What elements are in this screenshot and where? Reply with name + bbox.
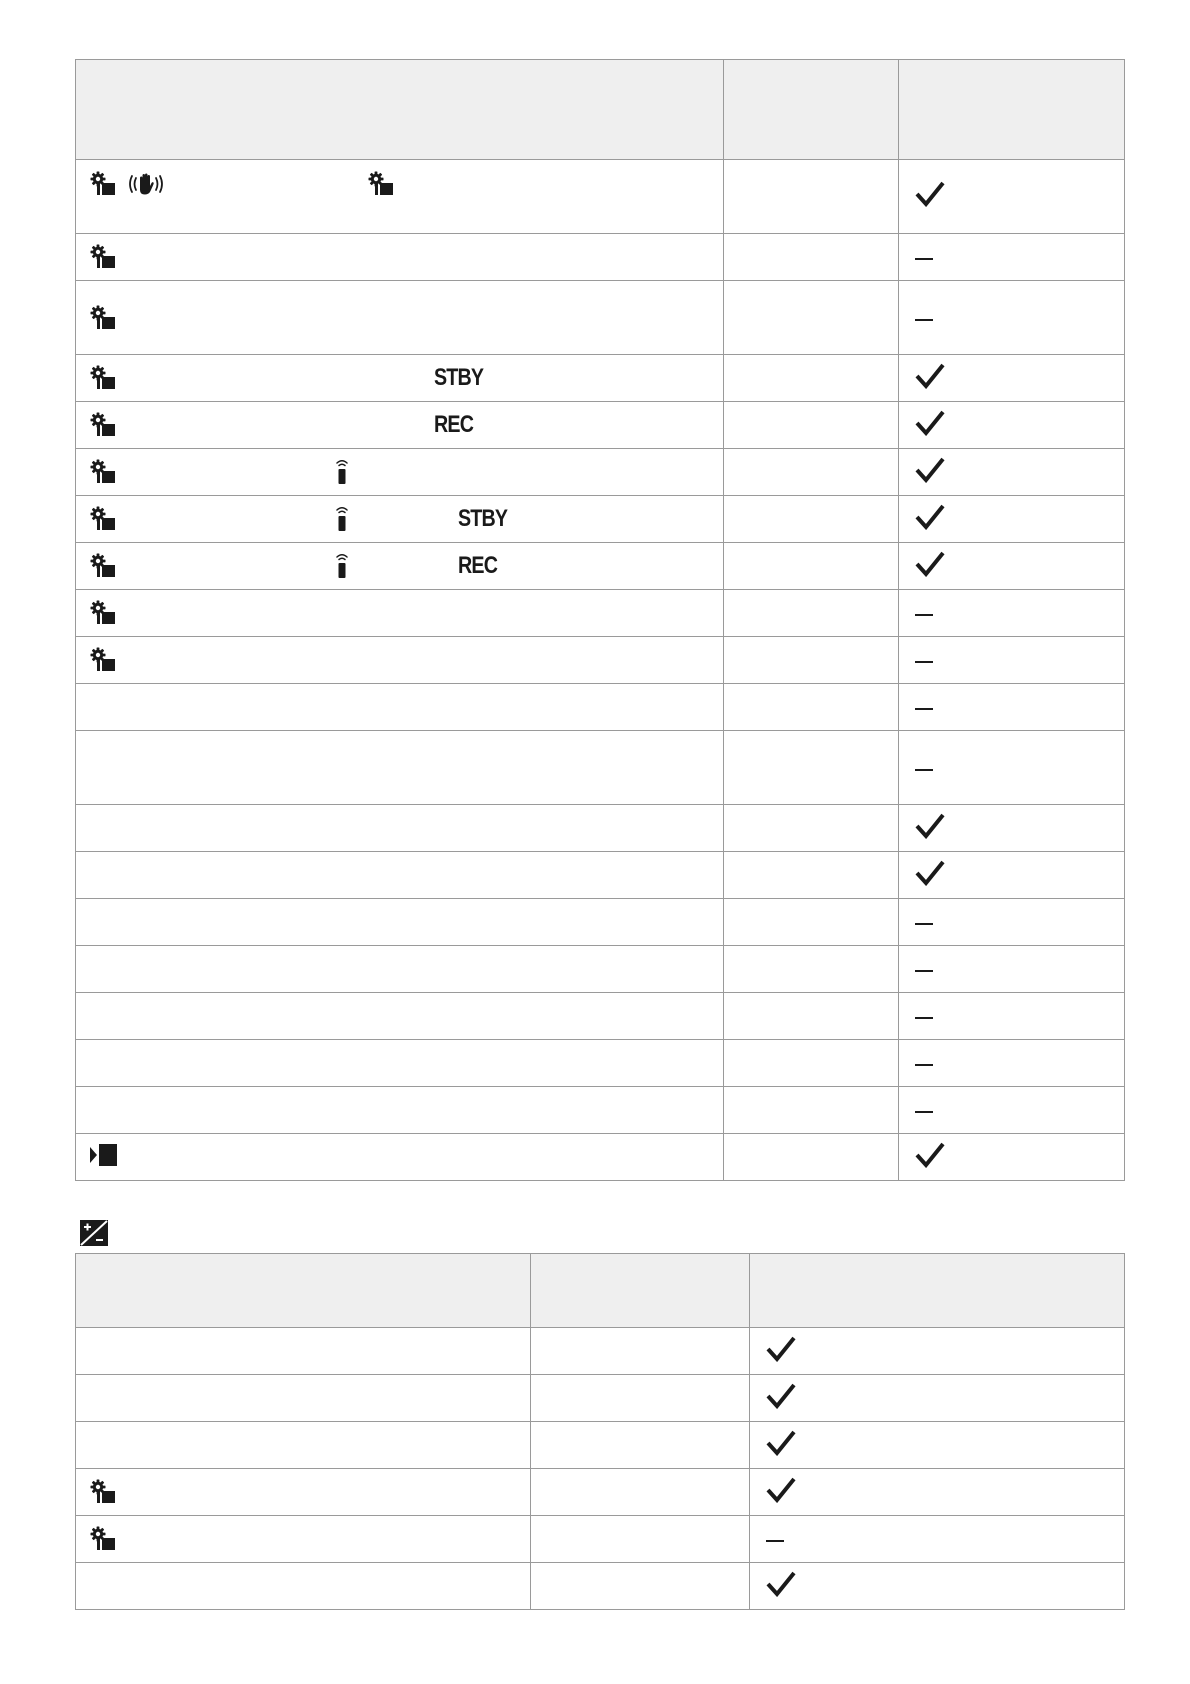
check-icon <box>915 860 945 886</box>
unsupported-cell <box>899 731 1125 805</box>
item-cell <box>76 543 724 590</box>
supported-cell <box>899 805 1125 852</box>
remote-icon <box>335 459 349 485</box>
remote-icon <box>335 506 349 532</box>
value-cell <box>724 637 899 684</box>
table-row <box>76 852 1125 899</box>
rec-badge: REC <box>434 411 474 438</box>
value-cell <box>724 1040 899 1087</box>
camera-gear-icon <box>90 506 116 532</box>
camera-gear-icon <box>90 647 116 673</box>
table-row <box>76 543 1125 590</box>
camera-gear-icon <box>90 600 116 626</box>
table-row <box>76 1087 1125 1134</box>
table-row <box>76 993 1125 1040</box>
value-cell <box>531 1516 750 1563</box>
supported-cell <box>899 496 1125 543</box>
table-row <box>76 1040 1125 1087</box>
table-row <box>76 234 1125 281</box>
table-row <box>76 160 1125 234</box>
table-row <box>76 402 1125 449</box>
camera-gear-icon <box>90 1479 116 1505</box>
table-row <box>76 899 1125 946</box>
item-cell <box>76 234 724 281</box>
item-cell <box>76 1087 724 1134</box>
header-cell-col2 <box>531 1254 750 1328</box>
value-cell <box>724 684 899 731</box>
unsupported-cell <box>899 1040 1125 1087</box>
steadyshot-icon <box>126 172 166 196</box>
dash-icon <box>766 1539 784 1543</box>
item-cell <box>76 355 724 402</box>
table-row <box>76 1516 1125 1563</box>
table-row <box>76 355 1125 402</box>
supported-cell <box>899 355 1125 402</box>
value-cell <box>724 731 899 805</box>
remote-icon <box>335 553 349 579</box>
item-cell <box>76 402 724 449</box>
unsupported-cell <box>899 1087 1125 1134</box>
table-row <box>76 590 1125 637</box>
item-cell <box>76 637 724 684</box>
value-cell <box>724 402 899 449</box>
dash-icon <box>915 257 933 261</box>
value-cell <box>531 1563 750 1610</box>
header-cell-col3 <box>899 60 1125 160</box>
item-cell <box>76 1040 724 1087</box>
check-icon <box>915 181 945 207</box>
item-cell <box>76 1516 531 1563</box>
dash-icon <box>915 1016 933 1020</box>
value-cell <box>724 899 899 946</box>
dash-icon <box>915 768 933 772</box>
unsupported-cell <box>899 590 1125 637</box>
value-cell <box>724 1087 899 1134</box>
check-icon <box>915 813 945 839</box>
item-cell <box>76 852 724 899</box>
unsupported-cell <box>899 899 1125 946</box>
value-cell <box>724 543 899 590</box>
value-cell <box>531 1375 750 1422</box>
value-cell <box>724 805 899 852</box>
table-row <box>76 1134 1125 1181</box>
table-row <box>76 1422 1125 1469</box>
supported-cell <box>899 1134 1125 1181</box>
header-cell-col2 <box>724 60 899 160</box>
camera-gear-icon <box>90 1526 116 1552</box>
unsupported-cell <box>899 234 1125 281</box>
item-cell <box>76 1375 531 1422</box>
item-cell <box>76 993 724 1040</box>
check-icon <box>915 551 945 577</box>
exposure-comp-icon <box>80 1220 108 1246</box>
supported-cell <box>750 1563 1125 1610</box>
dash-icon <box>915 318 933 322</box>
value-cell <box>724 234 899 281</box>
dash-icon <box>915 922 933 926</box>
supported-cell <box>750 1469 1125 1516</box>
unsupported-cell <box>899 993 1125 1040</box>
camera-gear-icon <box>90 244 116 270</box>
value-cell <box>724 496 899 543</box>
camera-gear-icon <box>90 412 116 438</box>
supported-cell <box>750 1328 1125 1375</box>
dash-icon <box>915 660 933 664</box>
camera-gear-icon <box>90 459 116 485</box>
table-row <box>76 684 1125 731</box>
table-row <box>76 1469 1125 1516</box>
playback-icon <box>90 1144 118 1170</box>
check-icon <box>915 1142 945 1168</box>
supported-cell <box>899 449 1125 496</box>
item-cell <box>76 1563 531 1610</box>
camera-gear-icon <box>368 171 394 197</box>
check-icon <box>915 457 945 483</box>
check-icon <box>766 1383 796 1409</box>
table-row <box>76 1563 1125 1610</box>
item-cell <box>76 731 724 805</box>
table-row <box>76 281 1125 355</box>
value-cell <box>724 160 899 234</box>
check-icon <box>915 504 945 530</box>
unsupported-cell <box>899 684 1125 731</box>
table-header-row <box>76 1254 1125 1328</box>
dash-icon <box>915 969 933 973</box>
camera-gear-icon <box>90 171 116 197</box>
item-cell <box>76 1469 531 1516</box>
unsupported-cell <box>750 1516 1125 1563</box>
supported-cell <box>899 852 1125 899</box>
supported-cell <box>899 543 1125 590</box>
table-header-row <box>76 60 1125 160</box>
supported-cell <box>750 1422 1125 1469</box>
table-row <box>76 946 1125 993</box>
item-cell <box>76 946 724 993</box>
camera-gear-icon <box>90 365 116 391</box>
value-cell <box>531 1328 750 1375</box>
check-icon <box>915 363 945 389</box>
value-cell <box>531 1469 750 1516</box>
dash-icon <box>915 1110 933 1114</box>
supported-cell <box>899 402 1125 449</box>
supported-cell <box>899 160 1125 234</box>
item-cell <box>76 684 724 731</box>
value-cell <box>724 449 899 496</box>
table-row <box>76 637 1125 684</box>
value-cell <box>724 852 899 899</box>
supported-cell <box>750 1375 1125 1422</box>
settings-table-2 <box>75 1253 1125 1610</box>
unsupported-cell <box>899 637 1125 684</box>
check-icon <box>766 1571 796 1597</box>
value-cell <box>724 1134 899 1181</box>
check-icon <box>915 410 945 436</box>
item-cell <box>76 590 724 637</box>
item-cell <box>76 496 724 543</box>
camera-gear-icon <box>90 305 116 331</box>
value-cell <box>724 355 899 402</box>
settings-table-1 <box>75 59 1125 1181</box>
check-icon <box>766 1430 796 1456</box>
stby-badge: STBY <box>458 505 508 532</box>
dash-icon <box>915 707 933 711</box>
table-row <box>76 449 1125 496</box>
item-cell <box>76 1134 724 1181</box>
item-cell <box>76 160 724 234</box>
header-cell-col3 <box>750 1254 1125 1328</box>
table-row <box>76 731 1125 805</box>
unsupported-cell <box>899 281 1125 355</box>
unsupported-cell <box>899 946 1125 993</box>
dash-icon <box>915 613 933 617</box>
value-cell <box>724 590 899 637</box>
value-cell <box>724 946 899 993</box>
value-cell <box>724 281 899 355</box>
header-cell-item <box>76 60 724 160</box>
item-cell <box>76 449 724 496</box>
header-cell-item <box>76 1254 531 1328</box>
item-cell <box>76 899 724 946</box>
table-row <box>76 805 1125 852</box>
item-cell <box>76 1328 531 1375</box>
table-row <box>76 1328 1125 1375</box>
dash-icon <box>915 1063 933 1067</box>
table-row <box>76 496 1125 543</box>
check-icon <box>766 1336 796 1362</box>
value-cell <box>724 993 899 1040</box>
item-cell <box>76 805 724 852</box>
item-cell <box>76 281 724 355</box>
table-row <box>76 1375 1125 1422</box>
camera-gear-icon <box>90 553 116 579</box>
value-cell <box>531 1422 750 1469</box>
check-icon <box>766 1477 796 1503</box>
rec-badge: REC <box>458 552 498 579</box>
stby-badge: STBY <box>434 364 484 391</box>
item-cell <box>76 1422 531 1469</box>
